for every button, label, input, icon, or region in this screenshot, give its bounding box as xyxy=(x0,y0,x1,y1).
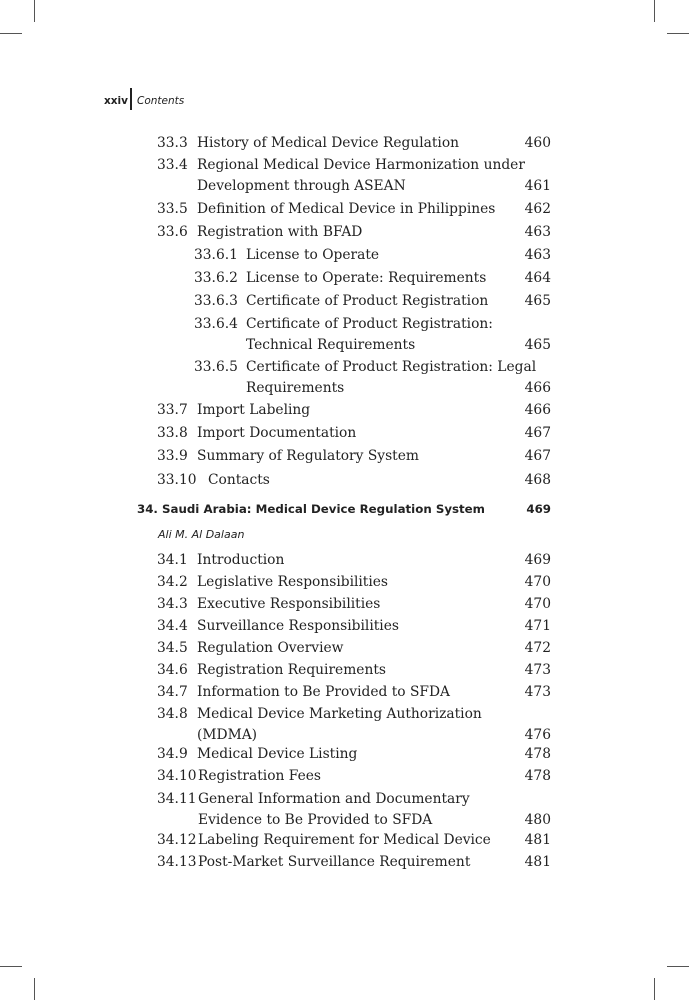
toc-entry-number: 33.10 xyxy=(157,472,197,488)
toc-entry-number: 34.4 xyxy=(157,618,188,634)
toc-entry-number: 33.6.4 xyxy=(194,316,238,332)
running-header-title: Contents xyxy=(137,95,185,107)
toc-entry-number: 34.5 xyxy=(157,640,188,656)
toc-entry-number: 34.11 xyxy=(157,791,197,807)
toc-entry-page: 470 xyxy=(524,596,551,612)
toc-entry-title: Contacts xyxy=(208,472,270,488)
toc-entry-title: Technical Requirements xyxy=(246,337,416,353)
toc-entry-number: 34.2 xyxy=(157,574,188,590)
crop-mark xyxy=(654,0,655,22)
crop-mark xyxy=(0,966,22,967)
toc-entry-number: 33.6.2 xyxy=(194,270,238,286)
crop-mark xyxy=(0,33,22,34)
toc-entry-page: 480 xyxy=(524,812,551,828)
toc-entry-page: 462 xyxy=(524,201,551,217)
toc-entry-title: Regulation Overview xyxy=(197,640,344,656)
toc-entry-title: Introduction xyxy=(197,552,285,568)
toc-entry-number: 34.3 xyxy=(157,596,188,612)
chapter-author: Ali M. Al Dalaan xyxy=(158,528,245,541)
toc-entry-page: 481 xyxy=(524,854,551,870)
toc-entry-page: 461 xyxy=(524,178,551,194)
toc-entry-title: Import Documentation xyxy=(197,425,357,441)
toc-entry-page: 478 xyxy=(524,746,551,762)
toc-entry-page: 464 xyxy=(524,270,551,286)
toc-entry-number: 33.6.1 xyxy=(194,247,238,263)
toc-entry-number: 34.12 xyxy=(157,832,197,848)
toc-entry-title: Post-Market Surveillance Requirement xyxy=(198,854,471,870)
toc-entry-number: 34.13 xyxy=(157,854,197,870)
toc-entry-title: Registration Fees xyxy=(198,768,322,784)
toc-entry-title: Definition of Medical Device in Philippines xyxy=(197,201,496,217)
toc-entry-page: 463 xyxy=(524,247,551,263)
toc-entry-number: 33.6 xyxy=(157,224,188,240)
toc-entry-page: 476 xyxy=(524,727,551,743)
toc-entry-title: (MDMA) xyxy=(197,727,258,743)
toc-entry-number: 34.10 xyxy=(157,768,197,784)
crop-mark xyxy=(34,978,35,1000)
toc-entry-title: Regional Medical Device Harmonization under xyxy=(197,157,525,173)
toc-entry-title: Development through ASEAN xyxy=(197,178,406,194)
toc-entry-number: 33.3 xyxy=(157,135,188,151)
toc-entry-number: 33.7 xyxy=(157,402,188,418)
toc-entry-number: 34.8 xyxy=(157,706,188,722)
crop-mark xyxy=(667,33,689,34)
toc-entry-page: 471 xyxy=(524,618,551,634)
toc-entry-page: 468 xyxy=(524,472,551,488)
toc-entry-title: Evidence to Be Provided to SFDA xyxy=(198,812,433,828)
toc-entry-page: 463 xyxy=(524,224,551,240)
crop-mark xyxy=(667,966,689,967)
toc-entry-page: 481 xyxy=(524,832,551,848)
toc-entry-page: 466 xyxy=(524,380,551,396)
chapter-title: 34. Saudi Arabia: Medical Device Regulation System xyxy=(137,502,485,516)
toc-entry-page: 470 xyxy=(524,574,551,590)
toc-entry-page: 465 xyxy=(524,337,551,353)
toc-entry-title: Summary of Regulatory System xyxy=(197,448,419,464)
toc-entry-page: 467 xyxy=(524,448,551,464)
toc-entry-number: 33.6.3 xyxy=(194,293,238,309)
toc-entry-number: 34.7 xyxy=(157,684,188,700)
toc-entry-title: Requirements xyxy=(246,380,345,396)
toc-entry-number: 33.4 xyxy=(157,157,188,173)
toc-entry-number: 34.6 xyxy=(157,662,188,678)
toc-entry-number: 34.9 xyxy=(157,746,188,762)
toc-entry-page: 472 xyxy=(524,640,551,656)
toc-entry-title: Medical Device Marketing Authorization xyxy=(197,706,482,722)
crop-mark xyxy=(654,978,655,1000)
chapter-page: 469 xyxy=(526,502,551,516)
toc-entry-title: Legislative Responsibilities xyxy=(197,574,389,590)
toc-entry-title: Information to Be Provided to SFDA xyxy=(197,684,451,700)
toc-entry-page: 473 xyxy=(524,684,551,700)
header-divider xyxy=(130,88,132,110)
toc-entry-number: 34.1 xyxy=(157,552,188,568)
page-number: xxiv xyxy=(104,95,128,107)
toc-entry-title: Executive Responsibilities xyxy=(197,596,381,612)
toc-entry-number: 33.6.5 xyxy=(194,359,238,375)
toc-entry-page: 460 xyxy=(524,135,551,151)
toc-entry-title: History of Medical Device Regulation xyxy=(197,135,460,151)
toc-entry-page: 473 xyxy=(524,662,551,678)
toc-entry-title: Registration with BFAD xyxy=(197,224,363,240)
toc-entry-page: 469 xyxy=(524,552,551,568)
toc-entry-page: 465 xyxy=(524,293,551,309)
toc-entry-title: Medical Device Listing xyxy=(197,746,358,762)
toc-entry-title: Import Labeling xyxy=(197,402,311,418)
toc-entry-title: Certificate of Product Registration xyxy=(246,293,489,309)
toc-entry-page: 467 xyxy=(524,425,551,441)
toc-entry-number: 33.9 xyxy=(157,448,188,464)
toc-entry-title: License to Operate xyxy=(246,247,380,263)
toc-entry-title: Certificate of Product Registration: Legal xyxy=(246,359,537,375)
toc-entry-title: Certificate of Product Registration: xyxy=(246,316,493,332)
toc-entry-page: 466 xyxy=(524,402,551,418)
toc-entry-title: Surveillance Responsibilities xyxy=(197,618,399,634)
toc-entry-title: General Information and Documentary xyxy=(198,791,470,807)
toc-entry-number: 33.5 xyxy=(157,201,188,217)
toc-entry-number: 33.8 xyxy=(157,425,188,441)
toc-entry-title: Registration Requirements xyxy=(197,662,386,678)
toc-entry-title: License to Operate: Requirements xyxy=(246,270,487,286)
crop-mark xyxy=(34,0,35,22)
toc-entry-title: Labeling Requirement for Medical Device xyxy=(198,832,491,848)
toc-entry-page: 478 xyxy=(524,768,551,784)
